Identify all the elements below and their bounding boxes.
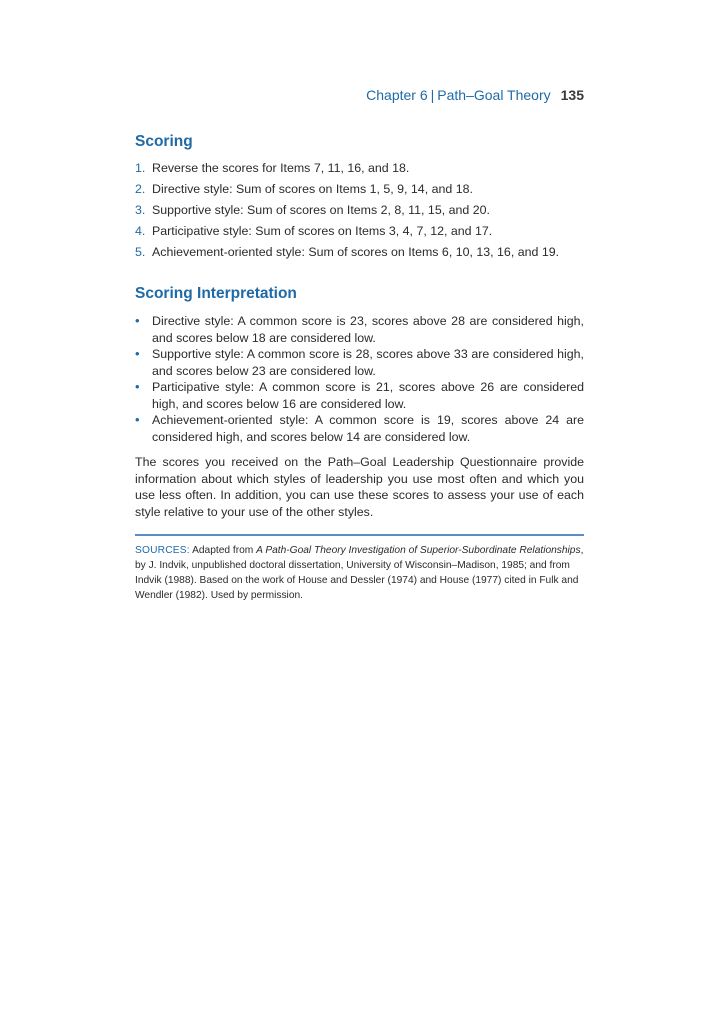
interpretation-item	[135, 346, 584, 379]
scoring-item-number: 1.	[135, 161, 146, 175]
running-head	[366, 87, 584, 104]
interpretation-item	[135, 379, 584, 412]
scoring-item-text: Supportive style: Sum of scores on Items 2, 8, 11, 15, and 20.	[152, 203, 490, 217]
running-head-separator: |	[430, 87, 435, 103]
bullet-icon: •	[135, 412, 140, 427]
sources-rest: , by J. Indvik, unpublished doctoral dissertation, University of Wisconsin–Madison, 1985; and from Indvik (1988). Based on the work of House and Dessler (1974) and House (1977) cited in Fulk and Wendler (1982). Used by permission.	[135, 545, 584, 601]
interpretation-item-text: Directive style: A common score is 23, scores above 28 are considered high, and scores below 18 are considered low.	[152, 314, 584, 345]
section-divider	[135, 534, 584, 536]
interpretation-item-text: Supportive style: A common score is 28, scores above 33 are considered high, and scores below 23 are considered low.	[152, 347, 584, 378]
bullet-icon: •	[135, 379, 140, 394]
scoring-heading: Scoring	[135, 133, 193, 150]
scoring-item	[135, 181, 584, 202]
interpretation-heading: Scoring Interpretation	[135, 285, 297, 302]
sources-note	[135, 543, 584, 603]
body-paragraph: The scores you received on the Path–Goal Leadership Questionnaire provide information about which styles of leadership you use most often and which you use less often. In addition, you can use these scores to assess your use of each style relative to your use of the other styles.	[135, 455, 584, 519]
scoring-item-number: 4.	[135, 224, 146, 238]
scoring-item	[135, 223, 584, 244]
scoring-item-text: Achievement-oriented style: Sum of scores on Items 6, 10, 13, 16, and 19.	[152, 245, 560, 259]
interpretation-item-text: Participative style: A common score is 21, scores above 26 are considered high, and scores below 16 are considered low.	[152, 380, 584, 411]
scoring-list	[135, 160, 584, 265]
sources-label: SOURCES:	[135, 545, 190, 556]
bullet-icon: •	[135, 346, 140, 361]
scoring-item-number: 2.	[135, 182, 146, 196]
page-number: 135	[560, 87, 584, 103]
interpretation-item	[135, 313, 584, 346]
running-head-title: Path–Goal Theory	[437, 87, 551, 103]
scoring-item	[135, 244, 584, 265]
scoring-item-number: 3.	[135, 203, 146, 217]
scoring-item-number: 5.	[135, 245, 146, 259]
sources-prefix: Adapted from	[189, 545, 257, 556]
interpretation-item	[135, 412, 584, 445]
scoring-item	[135, 202, 584, 223]
scoring-item	[135, 160, 584, 181]
bullet-icon: •	[135, 313, 140, 328]
running-head-chapter: Chapter 6	[366, 87, 428, 103]
scoring-item-text: Reverse the scores for Items 7, 11, 16, and 18.	[152, 161, 410, 175]
scoring-item-text: Directive style: Sum of scores on Items 1, 5, 9, 14, and 18.	[152, 182, 473, 196]
scoring-item-text: Participative style: Sum of scores on Items 3, 4, 7, 12, and 17.	[152, 224, 493, 238]
interpretation-item-text: Achievement-oriented style: A common score is 19, scores above 24 are considered high, and scores below 14 are considered low.	[152, 413, 584, 444]
sources-italic-title: A Path-Goal Theory Investigation of Superior-Subordinate Relationships	[256, 545, 581, 556]
interpretation-list	[135, 313, 584, 445]
